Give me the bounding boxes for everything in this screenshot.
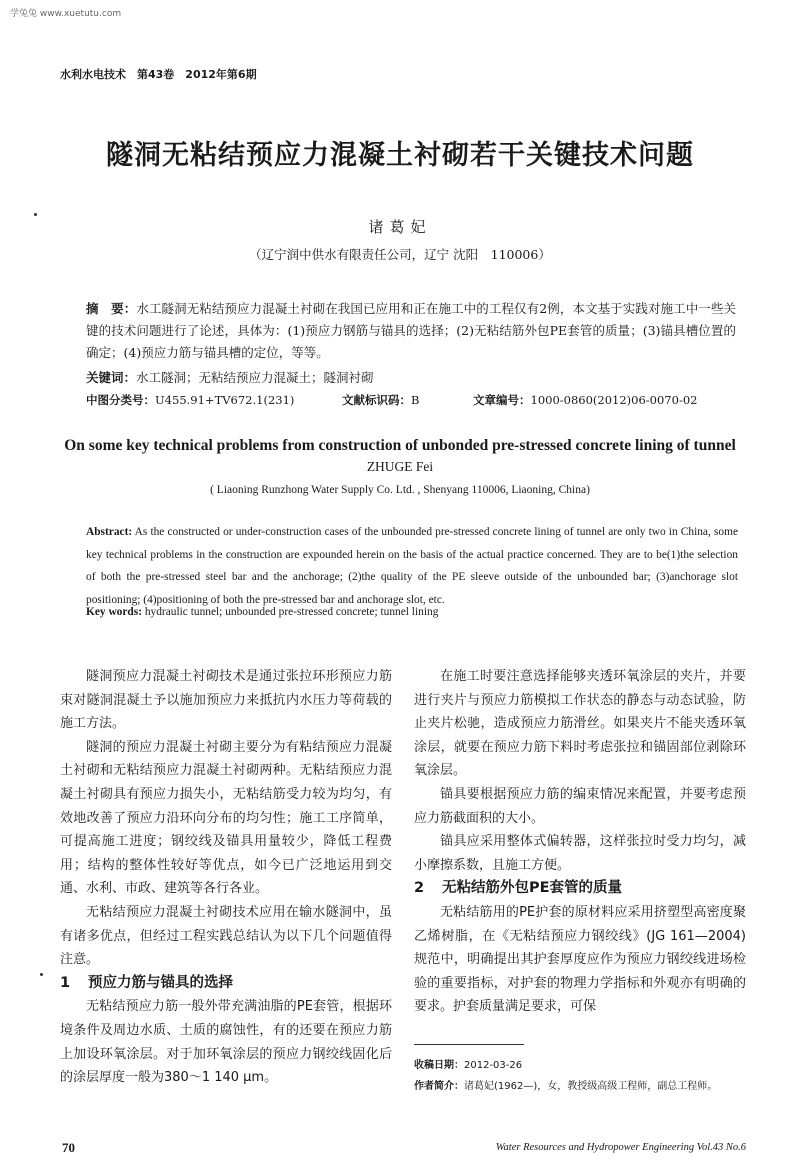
english-keywords-text: hydraulic tunnel; unbounded pre-stressed concrete; tunnel lining <box>142 606 439 618</box>
received-label: 收稿日期： <box>414 1060 464 1071</box>
english-affiliation: ( Liaoning Runzhong Water Supply Co. Ltd. , Shenyang 110006, Liaoning, China) <box>210 484 590 496</box>
english-author: ZHUGE Fei <box>366 459 434 474</box>
english-abstract-text: As the constructed or under-construction cases of the unbounded pre-stressed concrete lining of tunnel are only two in China, some key technical problems in the construction are expounded herein on the basis of the actual practice concerned. They are to be(1)the selection of both the pre-stressed steel bar and the anchorage; (2)the quality of the PE sleeve outside of the unbounded bar; (3)anchorage slot positioning; (4)positioning of both the pre-stressed bar and anchorage slot, etc. <box>86 526 738 606</box>
abstract-cn <box>86 298 736 364</box>
section-number: 2 <box>414 880 425 897</box>
scan-dot <box>40 973 43 976</box>
clc-value: U455.91+TV672.1(231) <box>155 393 295 407</box>
paragraph: 锚具应采用整体式偏转器，这样张拉时受力均匀，减小摩擦系数，且施工方便。 <box>414 834 746 873</box>
received-value: 2012-03-26 <box>464 1060 523 1071</box>
paragraph: 无粘结筋用的PE护套的原材料应采用挤塑型高密度聚乙烯树脂，在《无粘结预应力钢绞线》(JG 161—2004)规范中，明确提出其护套厚度应作为预应力钢绞线进场检验的重要指标，对护套的物理力学指标和外观亦有明确的要求。护套质量满足要求，可保 <box>414 904 746 1015</box>
affiliation: （辽宁润中供水有限责任公司，辽宁 沈阳 110006） <box>249 247 551 262</box>
paper-title: 隧洞无粘结预应力混凝土衬砌若干关键技术问题 <box>106 140 694 171</box>
article-no-value: 1000-0860(2012)06-0070-02 <box>530 393 698 407</box>
article-no-label: 文章编号： <box>473 393 531 407</box>
english-keywords <box>86 606 738 618</box>
clc-item <box>86 392 294 408</box>
section-title: 预应力筋与锚具的选择 <box>88 974 233 991</box>
footnote-received <box>414 1056 754 1071</box>
english-title: On some key technical problems from construction of unbonded pre-stressed concrete lining of tunnel <box>64 437 736 454</box>
paragraph: 隧洞预应力混凝土衬砌技术是通过张拉环形预应力筋束对隧洞混凝土予以施加预应力来抵抗内水压力等荷载的施工方法。 <box>60 669 392 732</box>
doc-code-item <box>342 392 419 408</box>
footnote-divider <box>414 1044 524 1045</box>
keywords-cn <box>86 368 736 386</box>
paragraph: 在施工时要注意选择能够夹透环氧涂层的夹片，并要进行夹片与预应力筋模拟工作状态的静态与动态试验，防止夹片松驰，造成预应力筋滑丝。如果夹片不能夹透环氧涂层，就要在预应力筋下料时考虑张拉和锚固部位剥除环氧涂层。 <box>414 669 746 779</box>
bio-value: 诸葛妃(1962—)，女，教授级高级工程师，副总工程师。 <box>464 1081 718 1092</box>
article-no-item <box>473 392 697 408</box>
abstract-cn-label: 摘 要： <box>86 301 137 316</box>
section-title: 无粘结筋外包PE套管的质量 <box>442 880 623 897</box>
bio-label: 作者简介： <box>414 1081 464 1092</box>
english-abstract <box>86 521 738 611</box>
paragraph: 无粘结预应力混凝土衬砌技术应用在输水隧洞中，虽有诸多优点，但经过工程实践总结认为以下几个问题值得注意。 <box>60 904 392 968</box>
keywords-cn-label: 关键词： <box>86 370 137 385</box>
footnote-author-bio <box>414 1077 754 1092</box>
section-heading-2 <box>414 877 746 901</box>
doc-code-value: B <box>411 393 420 407</box>
scan-dot <box>34 213 37 216</box>
paragraph: 锚具要根据预应力筋的编束情况来配置，并要考虑预应力筋截面积的大小。 <box>414 786 746 826</box>
paragraph: 隧洞的预应力混凝土衬砌主要分为有粘结预应力混凝土衬砌和无粘结预应力混凝土衬砌两种。无粘结预应力混凝土衬砌具有预应力损失小，无粘结筋受力较为均匀，有效地改善了预应力沿环向分布的均匀性；施工工序简单，可提高施工进度；钢绞线及锚具用量较少，降低工程费用；结构的整体性较好等优点，如今已广泛地运用到交通、水利、市政、建筑等各行各业。 <box>60 739 392 897</box>
watermark: 学兔兔 www.xuetutu.com <box>10 9 122 19</box>
section-heading-1 <box>60 972 392 996</box>
paragraph: 无粘结预应力筋一般外带充满油脂的PE套管，根据环境条件及周边水质、土质的腐蚀性，有的还要在预应力筋上加设环氧涂层。对于加环氧涂层的预应力钢绞线固化后的涂层厚度一般为380～1 140 μm。 <box>60 999 392 1086</box>
abstract-cn-text: 水工隧洞无粘结预应力混凝土衬砌在我国已应用和正在施工中的工程仅有2例，本文基于实践对施工中一些关键的技术问题进行了论述，具体为：(1)预应力钢筋与锚具的选择；(2)无粘结筋外包PE套管的质量；(3)锚具槽位置的确定；(4)预应力筋与锚具槽的定位，等等。 <box>86 301 736 360</box>
body-column-right <box>414 665 746 1019</box>
keywords-cn-text: 水工隧洞；无粘结预应力混凝土；隧洞衬砌 <box>136 370 374 385</box>
page-number: 70 <box>62 1140 75 1155</box>
clc-label: 中图分类号： <box>86 393 155 407</box>
english-keywords-label: Key words: <box>86 606 142 618</box>
author-name: 诸葛妃 <box>368 218 432 236</box>
section-number: 1 <box>60 974 71 991</box>
doc-code-label: 文献标识码： <box>342 393 411 407</box>
body-column-left <box>60 665 392 1090</box>
journal-header: 水利水电技术 第43卷 2012年第6期 <box>60 68 257 81</box>
running-footer: Water Resources and Hydropower Engineering Vol.43 No.6 <box>495 1142 746 1153</box>
english-abstract-label: Abstract: <box>86 526 133 538</box>
